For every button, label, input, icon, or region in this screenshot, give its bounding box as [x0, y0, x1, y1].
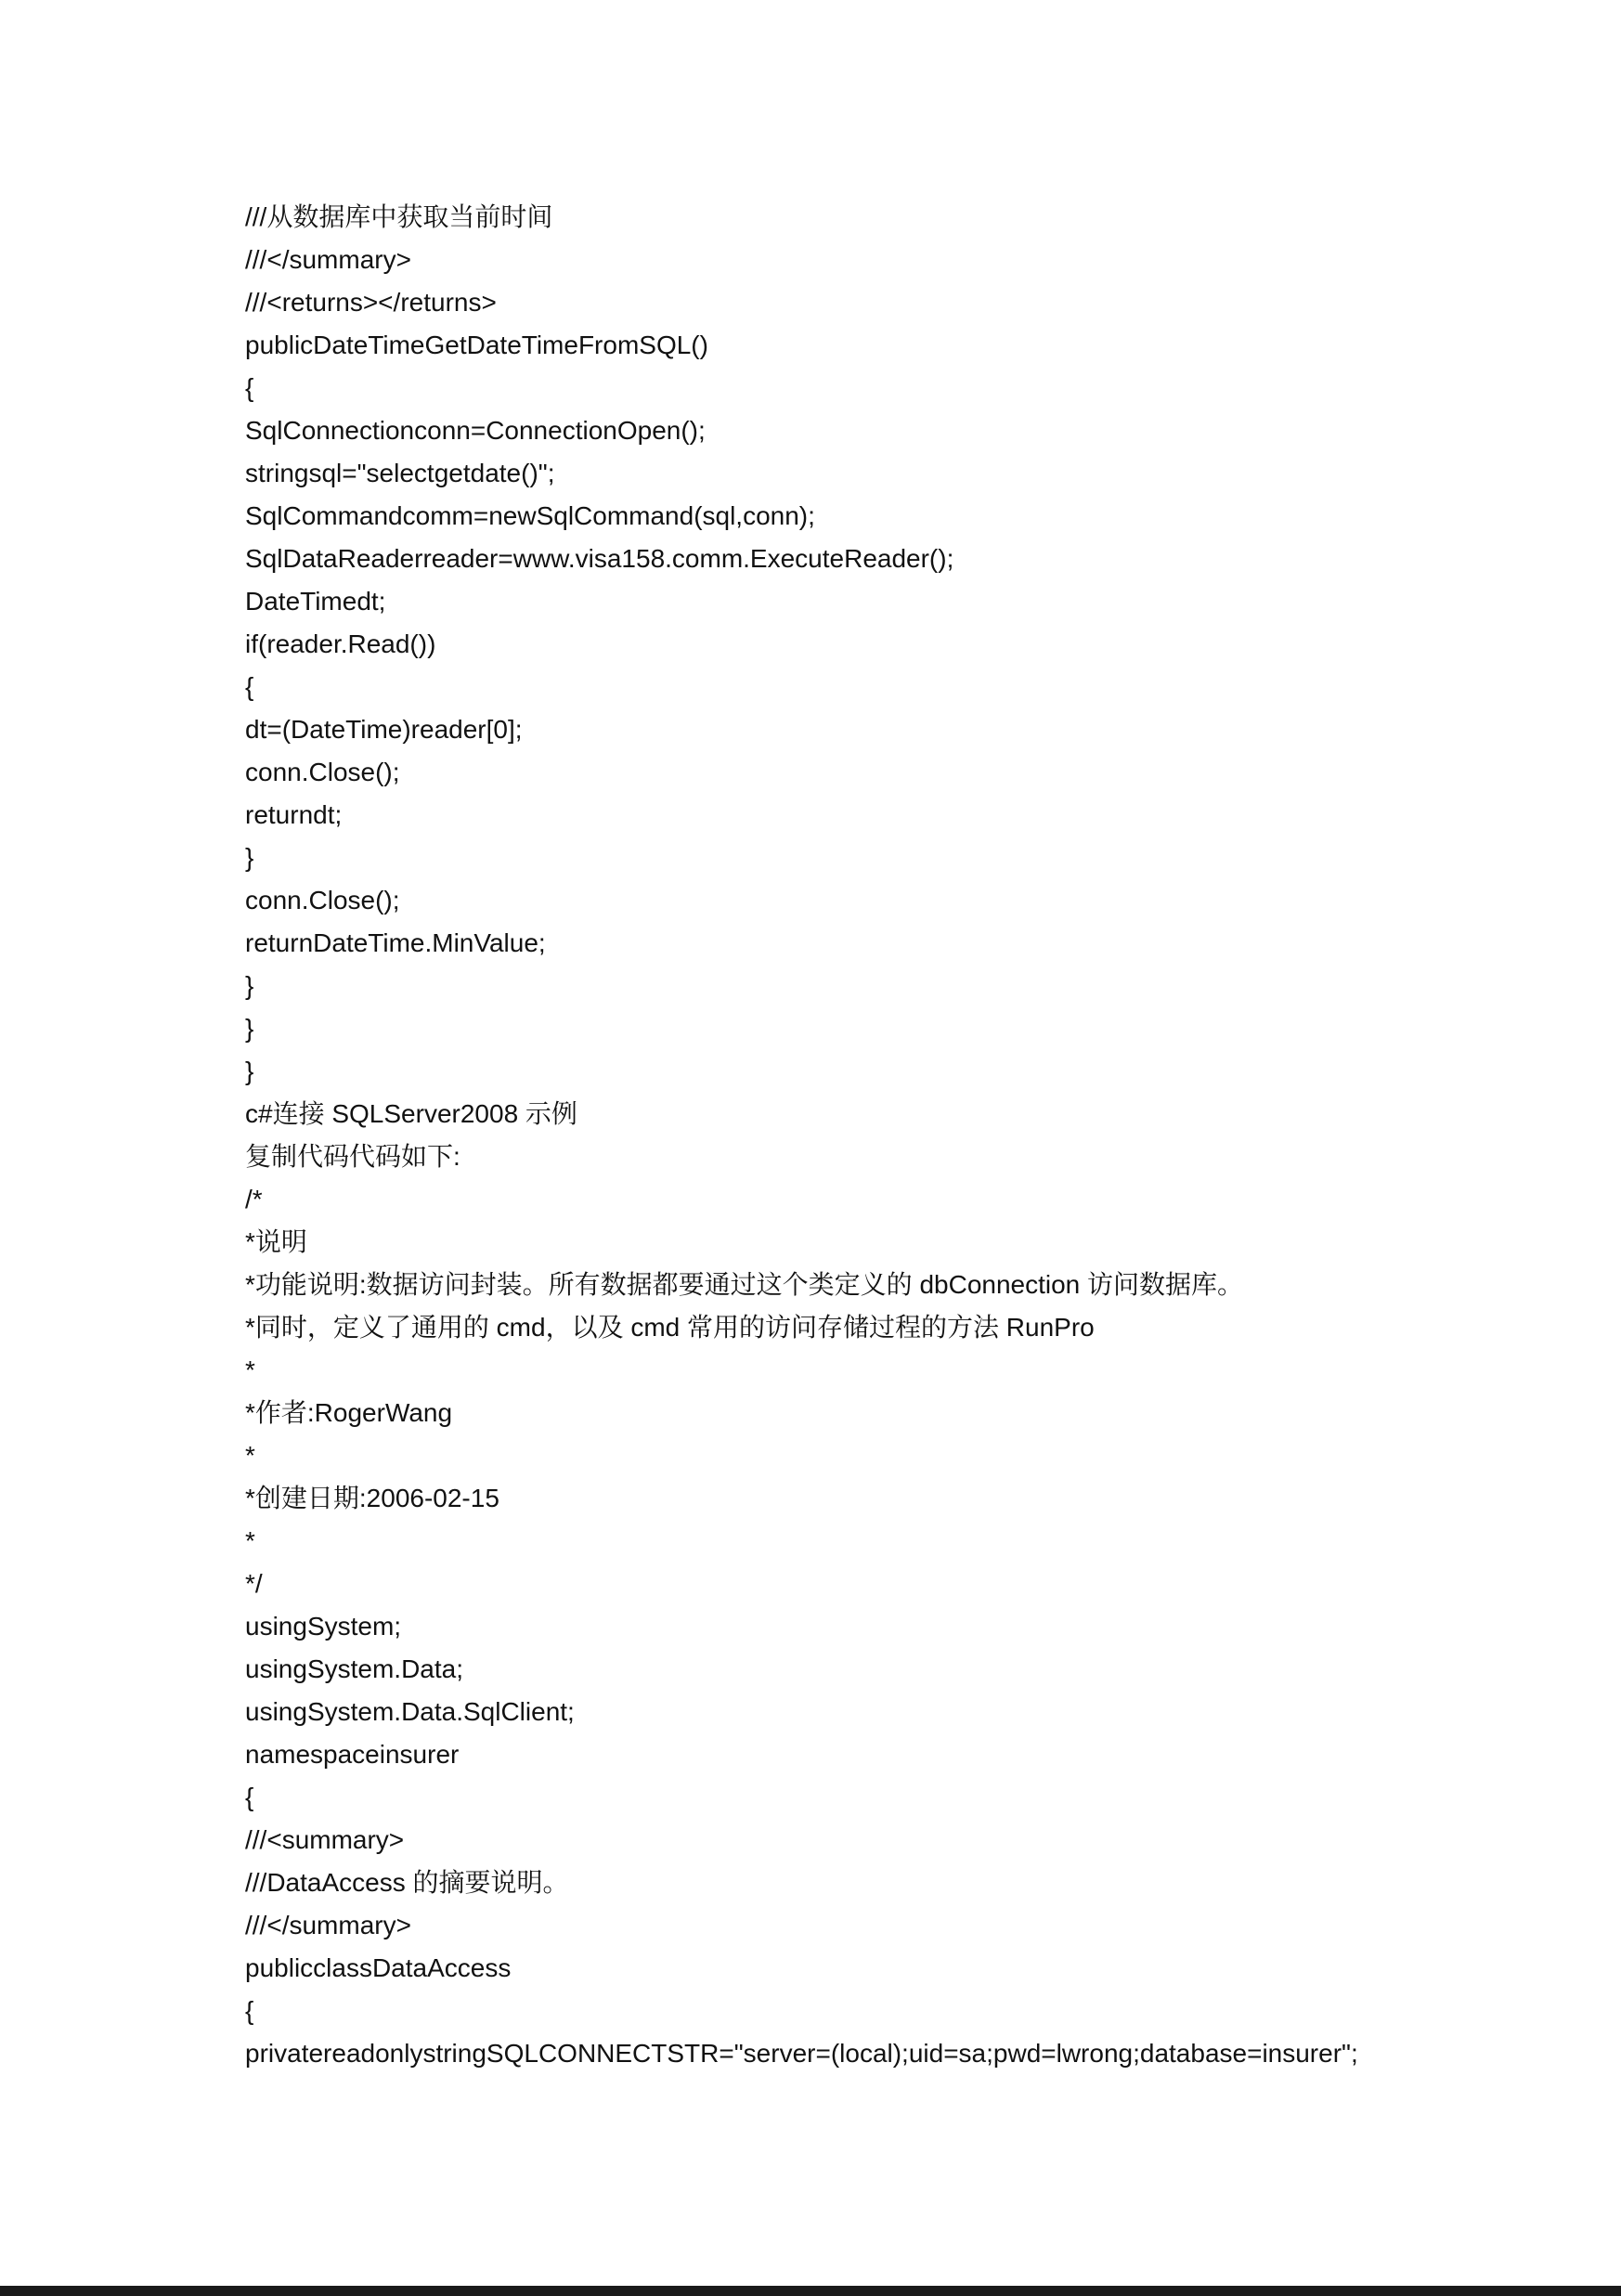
- code-text-block: [245, 196, 1452, 2075]
- text-line: {: [245, 1996, 254, 2025]
- text-line: }: [245, 843, 254, 872]
- page-bottom-border: [0, 2286, 1621, 2296]
- text-line: SqlCommandcomm=newSqlCommand(sql,conn);: [245, 501, 815, 530]
- text-line: conn.Close();: [245, 758, 400, 786]
- text-line: ///</summary>: [245, 245, 411, 274]
- text-line: *创建日期:2006-02-15: [245, 1484, 499, 1512]
- text-line: *作者:RogerWang: [245, 1398, 453, 1427]
- text-line: }: [245, 971, 254, 1000]
- text-line: }: [245, 1057, 254, 1085]
- text-line: ///<summary>: [245, 1825, 405, 1854]
- text-line: returndt;: [245, 800, 343, 829]
- text-line: *同时，定义了通用的 cmd，以及 cmd 常用的访问存储过程的方法 RunPro: [245, 1313, 1095, 1342]
- text-line: privatereadonlystringSQLCONNECTSTR="server=(local);uid=sa;pwd=lwrong;database=insurer";: [245, 2039, 1358, 2068]
- text-line: namespaceinsurer: [245, 1740, 460, 1769]
- text-line: *: [245, 1441, 255, 1470]
- text-line: SqlConnectionconn=ConnectionOpen();: [245, 416, 706, 445]
- text-line: *功能说明:数据访问封装。所有数据都要通过这个类定义的 dbConnection 访问数据库。: [245, 1270, 1244, 1299]
- text-line: stringsql="selectgetdate()";: [245, 459, 555, 487]
- text-line: }: [245, 1014, 254, 1043]
- text-line: */: [245, 1569, 263, 1598]
- text-line: returnDateTime.MinValue;: [245, 928, 546, 957]
- text-line: conn.Close();: [245, 886, 400, 915]
- text-line: if(reader.Read()): [245, 629, 436, 658]
- text-line: publicDateTimeGetDateTimeFromSQL(): [245, 331, 708, 359]
- text-line: *: [245, 1526, 255, 1555]
- text-line: {: [245, 1783, 254, 1811]
- text-line: usingSystem;: [245, 1612, 402, 1641]
- text-line: ///DataAccess 的摘要说明。: [245, 1868, 569, 1897]
- text-line: publicclassDataAccess: [245, 1953, 512, 1982]
- text-line: usingSystem.Data;: [245, 1654, 463, 1683]
- text-line: usingSystem.Data.SqlClient;: [245, 1697, 575, 1726]
- text-line: *: [245, 1356, 255, 1384]
- text-line: ///<returns></returns>: [245, 288, 497, 317]
- text-line: ///</summary>: [245, 1911, 411, 1939]
- text-line: ///从数据库中获取当前时间: [245, 202, 553, 231]
- text-line: DateTimedt;: [245, 587, 386, 616]
- text-line: {: [245, 672, 254, 701]
- text-line: SqlDataReaderreader=www.visa158.comm.ExecuteReader();: [245, 544, 954, 573]
- text-line: {: [245, 373, 254, 402]
- text-line: *说明: [245, 1227, 307, 1256]
- text-line: 复制代码代码如下:: [245, 1142, 460, 1171]
- text-line: /*: [245, 1185, 263, 1213]
- section-heading: c#连接 SQLServer2008 示例: [245, 1099, 577, 1128]
- text-line: dt=(DateTime)reader[0];: [245, 715, 523, 744]
